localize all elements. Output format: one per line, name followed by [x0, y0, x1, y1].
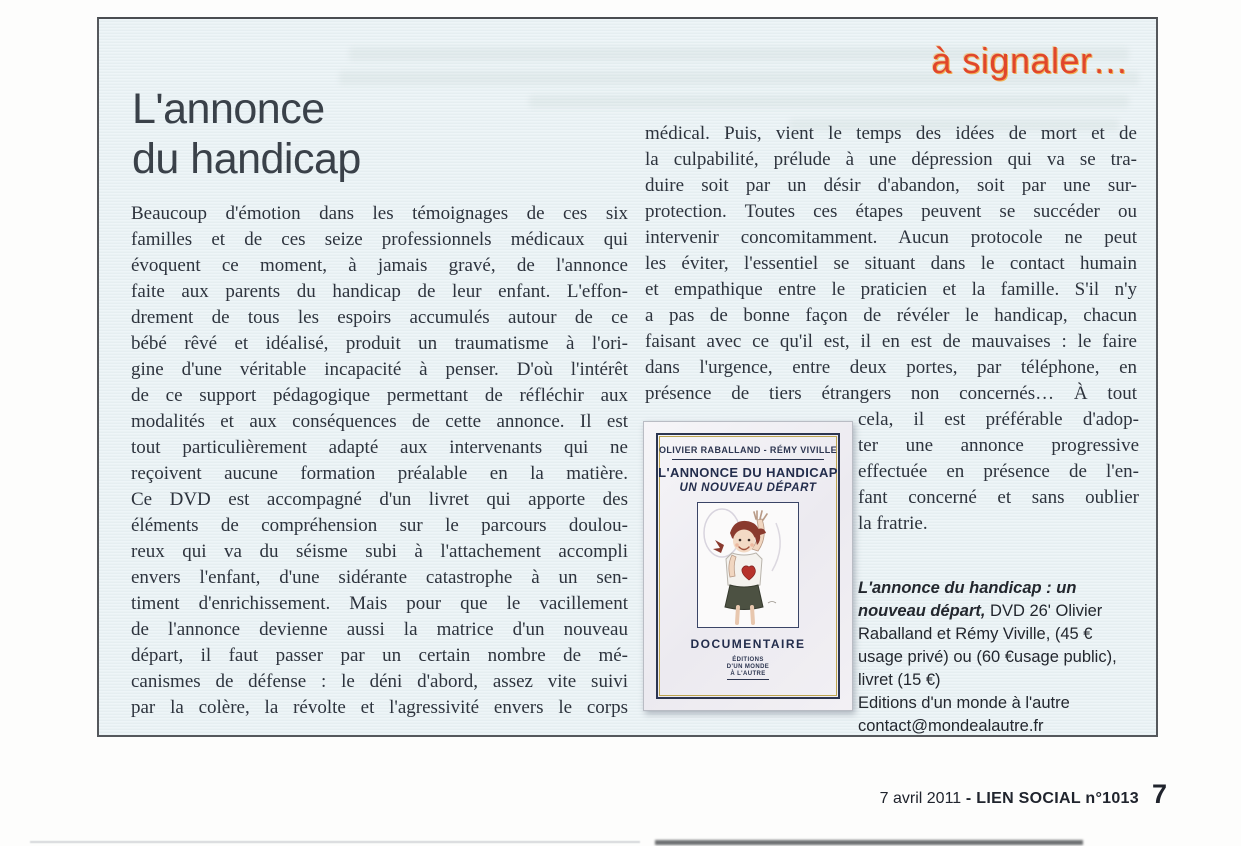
- article-wrap-column: [858, 407, 1139, 537]
- caption-details: DVD 26' Olivier Raballand et Rémy Viville, (45 € usage privé) ou (60 €usage public), livret (15 €): [858, 602, 1117, 689]
- footer-separator: -: [961, 790, 977, 807]
- text-line: gine d'une véritable incapacité à penser. D'où l'intérêt: [131, 359, 628, 380]
- text-line: faite aux parents du handicap de leur enfant. L'effon-: [131, 281, 628, 302]
- text-line: reux qui va du séisme subi à l'attachement accompli: [131, 541, 628, 562]
- caption-contact: contact@mondealautre.fr: [858, 717, 1044, 735]
- text-line: Beaucoup d'émotion dans les témoignages de ces six: [131, 203, 628, 224]
- text-line: la fratrie.: [858, 513, 928, 534]
- text-line: éléments de compréhension sur le parcours doulou-: [131, 515, 628, 536]
- article-title-line1: L'annonce: [132, 85, 325, 133]
- caption-title: L'annonce du handicap : un nouveau départ,: [858, 579, 1077, 620]
- text-line: protection. Toutes ces étapes peuvent se succéder ou: [645, 201, 1137, 222]
- text-line: de ce support pédagogique permettant de réfléchir aux: [131, 385, 628, 406]
- text-line: fant concerné et sans oublier: [858, 487, 1139, 508]
- text-line: ter une annonce progressive: [858, 435, 1139, 456]
- dvd-authors: OLIVIER RABALLAND - RÉMY VIVILLE: [658, 445, 838, 455]
- text-line: effectuée en présence de l'en-: [858, 461, 1139, 482]
- text-line: cela, il est préférable d'adop-: [858, 409, 1139, 430]
- dvd-illustration: [697, 502, 799, 628]
- text-line: drement de tous les espoirs accumulés autour de ce: [131, 307, 628, 328]
- text-line: par la colère, la révolte et l'agressivité envers le corps: [131, 697, 628, 718]
- text-line: présence de tiers étrangers non concernés… À tout: [645, 383, 1137, 404]
- text-line: tout particulièrement adapté aux intervenants qui ne: [131, 437, 628, 458]
- footer-magazine: LIEN SOCIAL n°1013: [976, 790, 1139, 807]
- article-title: [132, 84, 361, 184]
- scan-artifact-dark: [655, 840, 1083, 845]
- text-line: les éviter, l'essentiel se situant dans le contact humain: [645, 253, 1137, 274]
- scan-artifact-light: [30, 841, 640, 843]
- girl-illustration: [698, 503, 798, 627]
- caption-publisher: Editions d'un monde à l'autre: [858, 694, 1070, 712]
- text-line: canismes de défense : le déni d'abord, assez vite suivi: [131, 671, 628, 692]
- dvd-divider: [672, 459, 823, 460]
- footer-page-number: 7: [1151, 779, 1167, 809]
- article-right-column: [645, 121, 1137, 407]
- footer-date: 7 avril 2011: [879, 790, 962, 807]
- text-line: envers l'enfant, d'une sidérante catastrophe à un sen-: [131, 567, 628, 588]
- text-line: D'UN MONDE: [726, 664, 770, 670]
- dvd-publisher-logo: [727, 657, 769, 680]
- text-line: intervenir concomitamment. Aucun protocole ne peut: [645, 227, 1137, 248]
- text-line: Ce DVD est accompagné d'un livret qui apporte des: [131, 489, 628, 510]
- dvd-cover: [643, 421, 853, 711]
- dvd-subtitle: UN NOUVEAU DÉPART: [679, 482, 817, 494]
- section-label: [931, 40, 1129, 82]
- text-line: À L'AUTRE: [730, 671, 766, 677]
- text-line: faisant avec ce qu'il est, il en est de mauvaises : le faire: [645, 331, 1137, 352]
- text-line: évoquent ce moment, à jamais gravé, de l'annonce: [131, 255, 628, 276]
- dvd-category: DOCUMENTAIRE: [690, 637, 806, 651]
- text-line: duire soit par un désir d'abandon, soit par une sur-: [645, 175, 1137, 196]
- dvd-title: L'ANNONCE DU HANDICAP: [658, 465, 838, 480]
- text-line: dans l'urgence, entre deux portes, par téléphone, en: [645, 357, 1137, 378]
- text-line: modalités et aux conséquences de cette annonce. Il est: [131, 411, 628, 432]
- dvd-caption: [858, 577, 1136, 738]
- text-line: médical. Puis, vient le temps des idées de mort et de: [645, 123, 1137, 144]
- article-title-line2: du handicap: [132, 135, 361, 183]
- text-line: familles et de ces seize professionnels médicaux qui: [131, 229, 628, 250]
- text-line: reçoivent aucune formation préalable en la matière.: [131, 463, 628, 484]
- article-left-column: [131, 201, 628, 721]
- bleed-through-artifact: [529, 95, 1129, 108]
- text-line: ÉDITIONS: [732, 657, 764, 663]
- section-label-text: à signaler…: [931, 40, 1129, 81]
- text-line: timent d'enrichissement. Mais pour que le vacillement: [131, 593, 628, 614]
- text-line: départ, il faut passer par un certain nombre de mé-: [131, 645, 628, 666]
- page-footer: [880, 779, 1167, 810]
- text-line: la culpabilité, prélude à une dépression qui va se tra-: [645, 149, 1137, 170]
- text-line: bébé rêvé et idéalisé, produit un traumatisme à l'ori-: [131, 333, 628, 354]
- text-line: et empathique entre le praticien et la famille. S'il n'y: [645, 279, 1137, 300]
- text-line: a pas de bonne façon de révéler le handicap, chacun: [645, 305, 1137, 326]
- dvd-cover-frame: [656, 433, 840, 699]
- text-line: de l'annonce devienne aussi la matrice d'un nouveau: [131, 619, 628, 640]
